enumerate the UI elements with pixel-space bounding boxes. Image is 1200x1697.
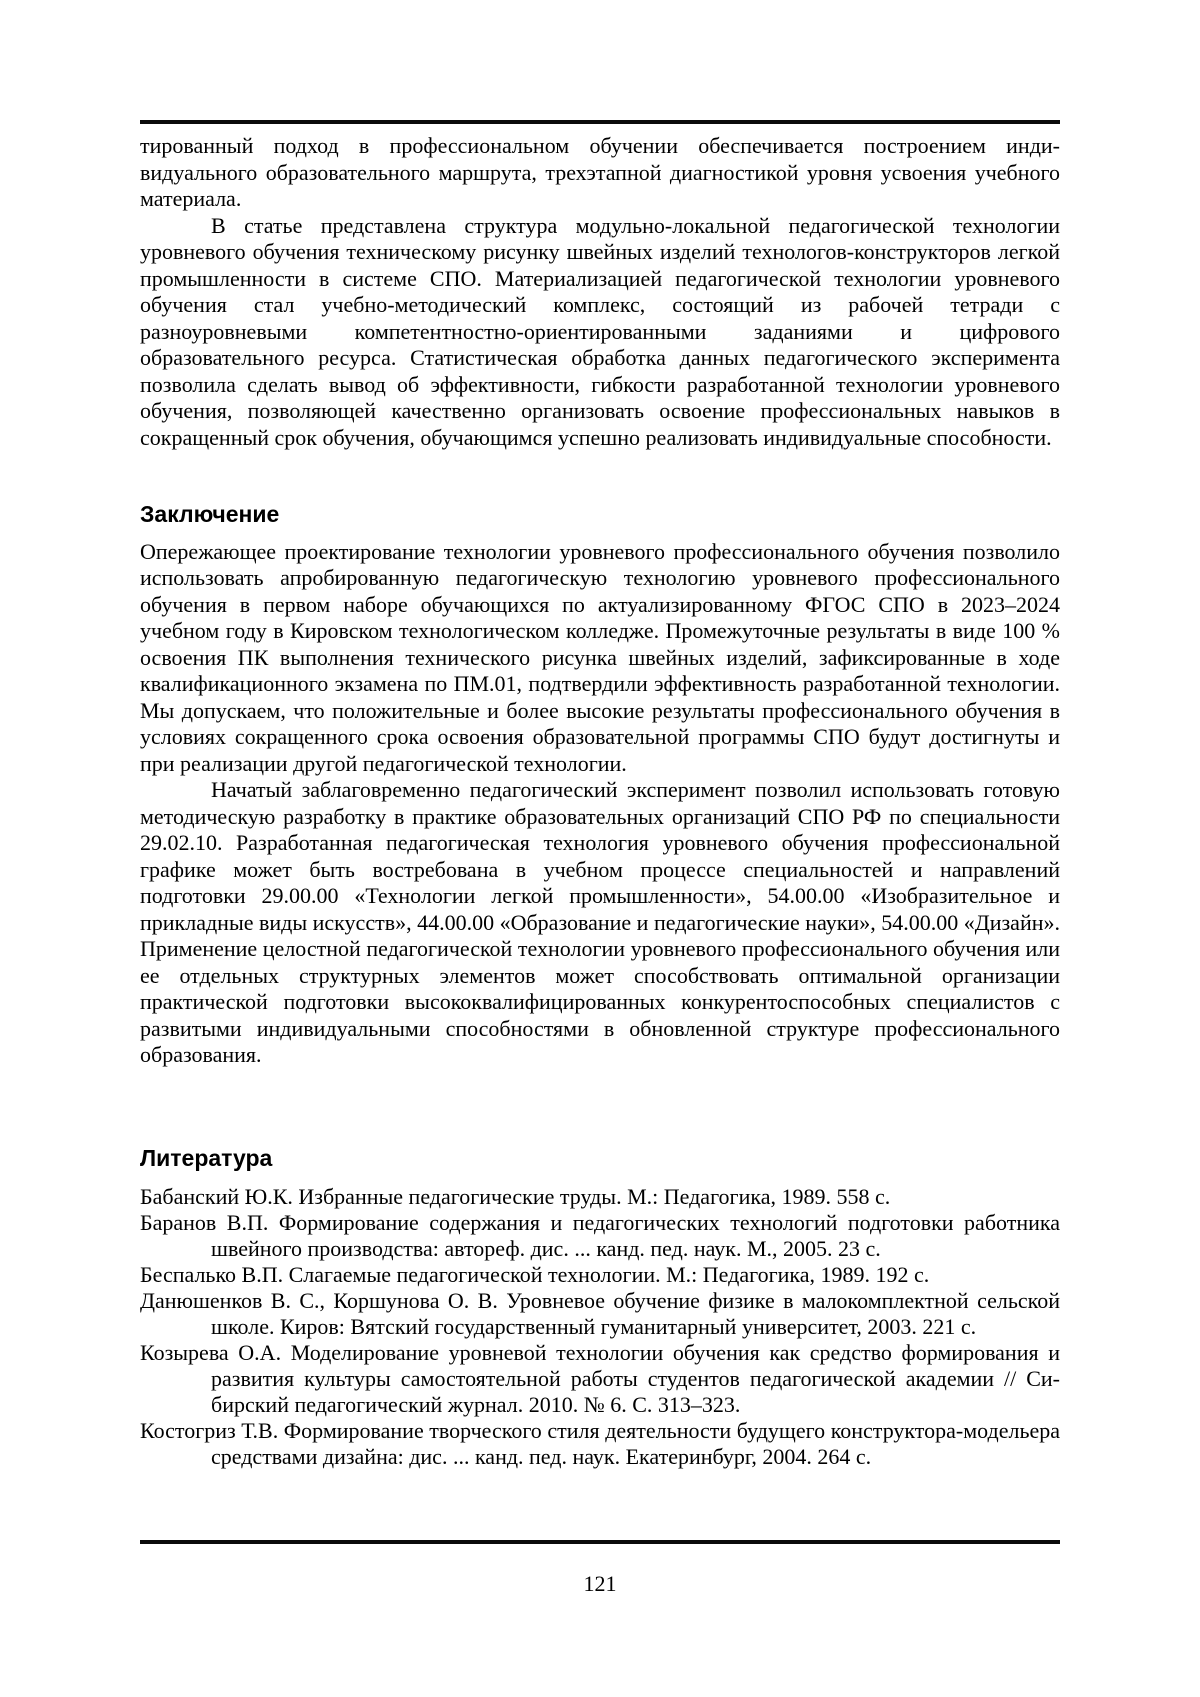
reference-item-5: Козырева О.А. Моделирование уровневой технологии обучения как средство формирования и развития культуры самостоятельной работы студентов педагогической академии // Сибирский педагогический журнал. 2010. № 6. С. 313–323. bbox=[140, 1340, 1060, 1417]
reference-item-2: Баранов В.П. Формирование содержания и педагогических технологий подготовки работника швейного производства: автореф. дис. ... канд. пед. наук. М., 2005. 23 с. bbox=[140, 1210, 1060, 1261]
conclusion-paragraph: Опережающее проектирование технологии уровневого профессионального обучения позволило использовать апробированную педагогическую технологию уровневого профессионального обучения в первом наборе обучающихся по актуализированному ФГОС СПО в 2023–2024 учебном году в Кировском технологическом колледже. Промежуточные результаты в виде 100 % освоения ПК выполнения технического рисунка швейных изделий, зафиксированные в ходе квалификационного экзамена по ПМ.01, подтвердили эффективность разработанной технологии. Мы допускаем, что положительные и более высокие результаты профессионального обучения в условиях сокращенного срока освоения образовательной программы СПО будут достигнуты и при реализации другой педагогической технологии. bbox=[140, 538, 1060, 776]
reference-item-4: Данюшенков В. С., Коршунова О. В. Уровневое обучение физике в малокомплектной сельской школе. Киров: Вятский государственный гуманитарный университет, 2003. 221 с. bbox=[140, 1288, 1060, 1339]
intro-paragraph-continued: тированный подход в профессиональном обучении обеспечивается построением индивидуального образовательного маршрута, трехэтапной диагностикой уровня усвоения учебного материала. bbox=[140, 133, 1060, 211]
reference-item-1: Бабанский Ю.К. Избранные педагогические труды. М.: Педагогика, 1989. 558 с. bbox=[140, 1184, 891, 1209]
page-number: 121 bbox=[583, 1571, 617, 1596]
top-rule bbox=[140, 120, 1060, 124]
conclusion-paragraph: Начатый заблаговременно педагогический эксперимент позволил использовать готовую методическую разработку в практике образовательных организаций СПО РФ по специальности 29.02.10. Разработанная педагогическая технология уровневого обучения профессиональной графике может быть востребована в учебном процессе специальностей и направлений подготовки 29.00.00 «Технологии легкой промышленности», 54.00.00 «Изобразительное и прикладные виды искусств», 44.00.00 «Образование и педагогические науки», 54.00.00 «Дизайн». Применение целостной педагогической технологии уровневого профессионального обучения или ее отдельных структурных элементов может способствовать оптимальной организации практической подготовки высококвалифицированных конкурентоспособных специалистов с развитыми индивидуальными способностями в обновленной структуре профессионального образования. bbox=[140, 777, 1060, 1067]
page-content bbox=[140, 133, 1060, 1470]
reference-item-3: Беспалько В.П. Слагаемые педагогической технологии. М.: Педагогика, 1989. 192 с. bbox=[140, 1262, 930, 1287]
reference-item-6: Костогриз Т.В. Формирование творческого стиля деятельности будущего конструктора-модельера средствами дизайна: дис. ... канд. пед. наук. Екатеринбург, 2004. 264 с. bbox=[140, 1418, 1060, 1469]
literature-heading: Литература bbox=[140, 1144, 273, 1171]
intro-paragraph: В статье представлена структура модульно-локальной педагогической технологии уровневого обучения техническому рисунку швейных изделий технологов-конструкторов легкой промышленности в системе СПО. Материализацией педагогической технологии уровневого обучения стал учебно-методический комплекс, состоящий из рабочей тетради с разноуровневыми компетентностно-ориентированными заданиями и цифрового образовательного ресурса. Статистическая обработка данных педагогического эксперимента позволила сделать вывод об эффективности, гибкости разработанной технологии уровневого обучения, позволяющей качественно организовать освоение профессиональных навыков в сокращенный срок обучения, обучающимся успешно реализовать индивидуальные способности. bbox=[140, 212, 1060, 450]
conclusion-heading: Заключение bbox=[140, 501, 280, 527]
bottom-rule bbox=[140, 1540, 1060, 1544]
